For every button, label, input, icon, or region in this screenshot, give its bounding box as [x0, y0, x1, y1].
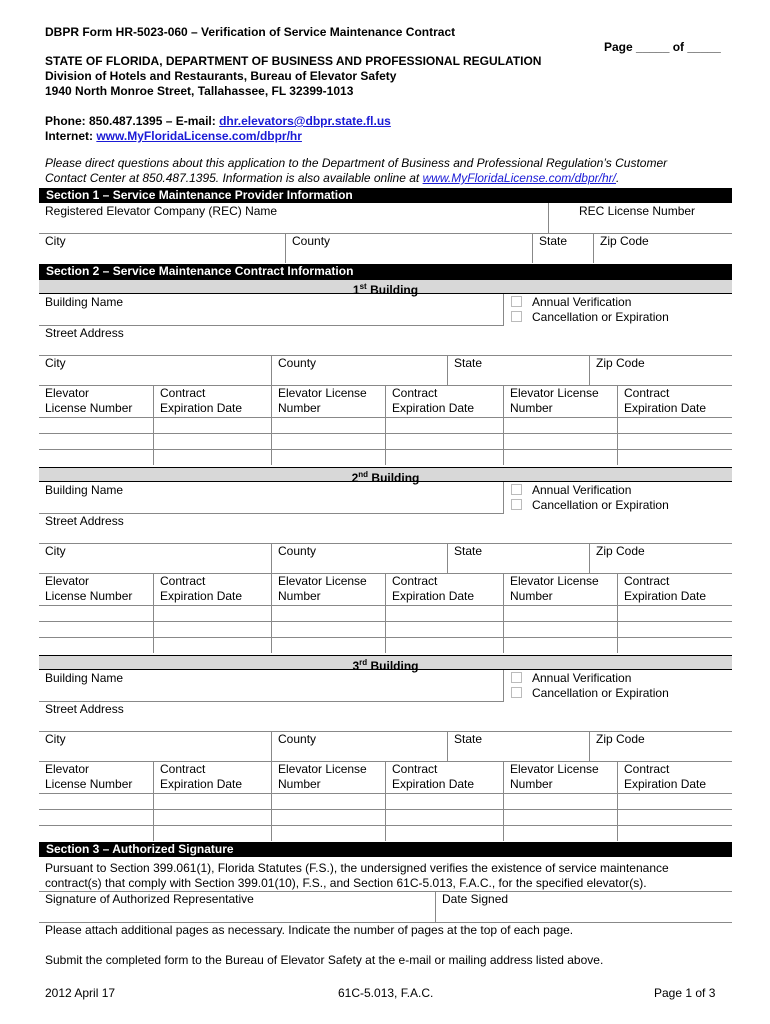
s1-city-label[interactable]: City: [45, 234, 66, 248]
contract-expiration-date-header: [392, 574, 474, 604]
elevator-entry-cell[interactable]: [272, 622, 385, 637]
header-line1: Contract: [624, 574, 670, 588]
email-link[interactable]: dhr.elevators@dbpr.state.fl.us: [219, 114, 391, 128]
header-line2: Expiration Date: [624, 589, 707, 603]
elevator-license-number-header: [45, 574, 132, 604]
elevator-entry-cell[interactable]: [504, 794, 617, 809]
elevator-entry-cell[interactable]: [39, 794, 153, 809]
header-line1: Contract: [392, 386, 438, 400]
header-line1: Contract: [392, 574, 438, 588]
agency-name: STATE OF FLORIDA, DEPARTMENT OF BUSINESS AND PROFESSIONAL REGULATION: [45, 54, 542, 68]
elevator-entry-cell[interactable]: [386, 450, 503, 465]
elevator-entry-cell[interactable]: [504, 826, 617, 841]
elevator-entry-cell[interactable]: [39, 434, 153, 449]
building-label: Building: [367, 659, 419, 673]
attach-pages-note: Please attach additional pages as necessary. Indicate the number of pages at the top of each page.: [45, 923, 574, 937]
elevator-entry-cell[interactable]: [39, 810, 153, 825]
elevator-entry-cell[interactable]: [154, 622, 271, 637]
city-label[interactable]: City: [45, 544, 66, 558]
instructions-line2: [45, 171, 619, 185]
elevator-entry-cell[interactable]: [504, 638, 617, 653]
header-line2: Expiration Date: [160, 777, 243, 791]
elevator-license-number-header: [45, 762, 132, 792]
annual-verification-label: Annual Verification: [532, 671, 632, 685]
certification-statement-line2: contract(s) that comply with Section 399.01(10), F.S., and Section 61C-5.013, F.A.C., for the specified elevator(s).: [45, 876, 647, 890]
header-line1: Contract: [160, 762, 206, 776]
header-line2: Number: [278, 401, 321, 415]
elevator-entry-cell[interactable]: [618, 450, 732, 465]
building-number: 2: [351, 471, 359, 485]
elevator-license-number-header: [510, 574, 599, 604]
header-line1: Contract: [160, 574, 206, 588]
annual-verification-label: Annual Verification: [532, 483, 632, 497]
elevator-entry-cell[interactable]: [618, 622, 732, 637]
elevator-entry-cell[interactable]: [154, 826, 271, 841]
instructions-text: Contact Center at 850.487.1395. Information is also available online at: [45, 171, 423, 185]
elevator-entry-cell[interactable]: [618, 638, 732, 653]
contract-expiration-date-header: [624, 574, 706, 604]
elevator-entry-cell[interactable]: [618, 810, 732, 825]
building-label: Building: [366, 283, 419, 297]
building-name-label[interactable]: Building Name: [45, 671, 124, 685]
elevator-entry-cell[interactable]: [386, 826, 503, 841]
header-line1: Elevator License: [278, 574, 367, 588]
header-line1: Elevator License: [278, 386, 367, 400]
elevator-entry-cell[interactable]: [39, 638, 153, 653]
building-number: 1: [352, 283, 360, 297]
contract-expiration-date-header: [160, 762, 242, 792]
header-line2: Expiration Date: [624, 401, 707, 415]
instructions-link[interactable]: www.MyFloridaLicense.com/dbpr/hr/: [422, 171, 616, 185]
header-line2: Number: [278, 777, 321, 791]
building-ordinal: rd: [359, 658, 368, 667]
elevator-entry-cell[interactable]: [272, 826, 385, 841]
header-line1: Elevator License: [510, 386, 599, 400]
elevator-entry-cell[interactable]: [272, 638, 385, 653]
s1-county-label[interactable]: County: [292, 234, 331, 248]
section1-header: Section 1 – Service Maintenance Provider Information: [39, 188, 732, 203]
elevator-entry-cell[interactable]: [272, 434, 385, 449]
county-label[interactable]: County: [278, 544, 317, 558]
header-line2: Expiration Date: [160, 401, 243, 415]
elevator-entry-cell[interactable]: [618, 418, 732, 433]
contract-expiration-date-header: [160, 574, 242, 604]
header-line2: Expiration Date: [624, 777, 707, 791]
elevator-entry-cell[interactable]: [504, 450, 617, 465]
elevator-entry-cell[interactable]: [272, 794, 385, 809]
elevator-entry-cell[interactable]: [154, 418, 271, 433]
mailing-address: 1940 North Monroe Street, Tallahassee, FL 32399-1013: [45, 84, 354, 98]
phone-email-line: [45, 114, 391, 128]
header-line2: Number: [510, 589, 553, 603]
state-label[interactable]: State: [454, 544, 483, 558]
elevator-entry-cell[interactable]: [386, 434, 503, 449]
elevator-entry-cell[interactable]: [504, 622, 617, 637]
header-line2: Expiration Date: [160, 589, 243, 603]
building-label: Building: [368, 471, 420, 485]
header-line1: Elevator License: [278, 762, 367, 776]
cancellation-checkbox[interactable]: [511, 311, 522, 322]
cancellation-checkbox[interactable]: [511, 687, 522, 698]
footer-date: 2012 April 17: [45, 986, 116, 1000]
header-line2: License Number: [45, 589, 133, 603]
section3-header: Section 3 – Authorized Signature: [39, 842, 732, 857]
annual-verification-checkbox[interactable]: [511, 296, 522, 307]
header-line1: Elevator License: [510, 574, 599, 588]
s1-state-label[interactable]: State: [539, 234, 568, 248]
elevator-entry-cell[interactable]: [272, 606, 385, 621]
elevator-entry-cell[interactable]: [618, 826, 732, 841]
building-2-header: [39, 467, 732, 485]
zip-label[interactable]: Zip Code: [596, 732, 645, 746]
county-label[interactable]: County: [278, 732, 317, 746]
header-line2: Number: [510, 401, 553, 415]
annual-verification-checkbox[interactable]: [511, 484, 522, 495]
certification-statement-line1: Pursuant to Section 399.061(1), Florida Statutes (F.S.), the undersigned verifies the existence of service maintenance: [45, 861, 669, 875]
header-line1: Contract: [624, 762, 670, 776]
building-number: 3: [352, 659, 360, 673]
header-line2: License Number: [45, 401, 133, 415]
elevator-entry-cell[interactable]: [154, 450, 271, 465]
elevator-entry-cell[interactable]: [386, 794, 503, 809]
footer-page: Page 1 of 3: [654, 986, 716, 1000]
elevator-entry-cell[interactable]: [154, 434, 271, 449]
elevator-license-number-header: [510, 386, 599, 416]
header-line2: Expiration Date: [392, 401, 475, 415]
street-address-label[interactable]: Street Address: [45, 514, 124, 528]
division-name: Division of Hotels and Restaurants, Bureau of Elevator Safety: [45, 69, 397, 83]
form-title: DBPR Form HR-5023-060 – Verification of Service Maintenance Contract: [45, 25, 456, 39]
header-line1: Elevator: [45, 574, 90, 588]
header-line1: Contract: [160, 386, 206, 400]
county-label[interactable]: County: [278, 356, 317, 370]
elevator-license-number-header: [278, 386, 367, 416]
elevator-entry-cell[interactable]: [39, 418, 153, 433]
street-address-label[interactable]: Street Address: [45, 326, 124, 340]
rec-name-label[interactable]: Registered Elevator Company (REC) Name: [45, 204, 278, 218]
instructions-period: .: [615, 171, 620, 185]
elevator-entry-cell[interactable]: [39, 826, 153, 841]
header-line2: Expiration Date: [392, 777, 475, 791]
phone-label: Phone: 850.487.1395 – E-mail:: [45, 114, 220, 128]
elevator-license-number-header: [45, 386, 132, 416]
header-line1: Contract: [392, 762, 438, 776]
elevator-entry-cell[interactable]: [504, 606, 617, 621]
rec-license-label[interactable]: REC License Number: [579, 204, 696, 218]
cancellation-label: Cancellation or Expiration: [532, 310, 669, 324]
elevator-entry-cell[interactable]: [618, 434, 732, 449]
building-name-label[interactable]: Building Name: [45, 483, 124, 497]
cancellation-label: Cancellation or Expiration: [532, 686, 669, 700]
elevator-entry-cell[interactable]: [154, 794, 271, 809]
street-address-label[interactable]: Street Address: [45, 702, 124, 716]
header-line2: Number: [278, 589, 321, 603]
s1-zip-label[interactable]: Zip Code: [600, 234, 649, 248]
annual-verification-checkbox[interactable]: [511, 672, 522, 683]
building-ordinal: nd: [358, 470, 369, 479]
state-label[interactable]: State: [454, 732, 483, 746]
contract-expiration-date-header: [624, 386, 706, 416]
internet-line: [45, 129, 302, 143]
elevator-entry-cell[interactable]: [504, 418, 617, 433]
submit-note: Submit the completed form to the Bureau of Elevator Safety at the e-mail or mailing address listed above.: [45, 953, 604, 967]
elevator-entry-cell[interactable]: [39, 450, 153, 465]
elevator-entry-cell[interactable]: [272, 450, 385, 465]
elevator-entry-cell[interactable]: [154, 810, 271, 825]
cancellation-checkbox[interactable]: [511, 499, 522, 510]
contract-expiration-date-header: [392, 762, 474, 792]
elevator-entry-cell[interactable]: [39, 606, 153, 621]
elevator-license-number-header: [278, 762, 367, 792]
elevator-entry-cell[interactable]: [504, 434, 617, 449]
signature-field[interactable]: Signature of Authorized Representative: [45, 892, 254, 906]
instructions-line1: Please direct questions about this application to the Department of Business and Professional Regulation’s Customer: [45, 156, 668, 170]
header-line2: Number: [510, 777, 553, 791]
page-number-field: Page _____ of _____: [604, 40, 721, 54]
section2-header: Section 2 – Service Maintenance Contract Information: [39, 264, 732, 279]
city-label[interactable]: City: [45, 732, 66, 746]
elevator-entry-cell[interactable]: [386, 622, 503, 637]
contract-expiration-date-header: [624, 762, 706, 792]
header-line2: License Number: [45, 777, 133, 791]
elevator-entry-cell[interactable]: [618, 606, 732, 621]
elevator-entry-cell[interactable]: [618, 794, 732, 809]
contract-expiration-date-header: [160, 386, 242, 416]
zip-label[interactable]: Zip Code: [596, 356, 645, 370]
building-3-header: [39, 655, 732, 673]
header-line1: Elevator License: [510, 762, 599, 776]
state-label[interactable]: State: [454, 356, 483, 370]
elevator-entry-cell[interactable]: [386, 418, 503, 433]
header-line2: Expiration Date: [392, 589, 475, 603]
elevator-entry-cell[interactable]: [154, 638, 271, 653]
footer-rule: 61C-5.013, F.A.C.: [338, 986, 434, 1000]
contract-expiration-date-header: [392, 386, 474, 416]
zip-label[interactable]: Zip Code: [596, 544, 645, 558]
building-ordinal: st: [359, 282, 367, 291]
annual-verification-label: Annual Verification: [532, 295, 632, 309]
internet-link[interactable]: www.MyFloridaLicense.com/dbpr/hr: [96, 129, 302, 143]
date-signed-field[interactable]: Date Signed: [442, 892, 509, 906]
elevator-license-number-header: [278, 574, 367, 604]
elevator-license-number-header: [510, 762, 599, 792]
header-line1: Elevator: [45, 386, 90, 400]
elevator-entry-cell[interactable]: [504, 810, 617, 825]
building-name-label[interactable]: Building Name: [45, 295, 124, 309]
elevator-entry-cell[interactable]: [39, 622, 153, 637]
elevator-entry-cell[interactable]: [386, 606, 503, 621]
elevator-entry-cell[interactable]: [272, 418, 385, 433]
header-line1: Contract: [624, 386, 670, 400]
building-1-header: [39, 279, 732, 297]
city-label[interactable]: City: [45, 356, 66, 370]
elevator-entry-cell[interactable]: [154, 606, 271, 621]
elevator-entry-cell[interactable]: [386, 810, 503, 825]
elevator-entry-cell[interactable]: [386, 638, 503, 653]
internet-label: Internet:: [45, 129, 97, 143]
header-line1: Elevator: [45, 762, 90, 776]
elevator-entry-cell[interactable]: [272, 810, 385, 825]
cancellation-label: Cancellation or Expiration: [532, 498, 669, 512]
